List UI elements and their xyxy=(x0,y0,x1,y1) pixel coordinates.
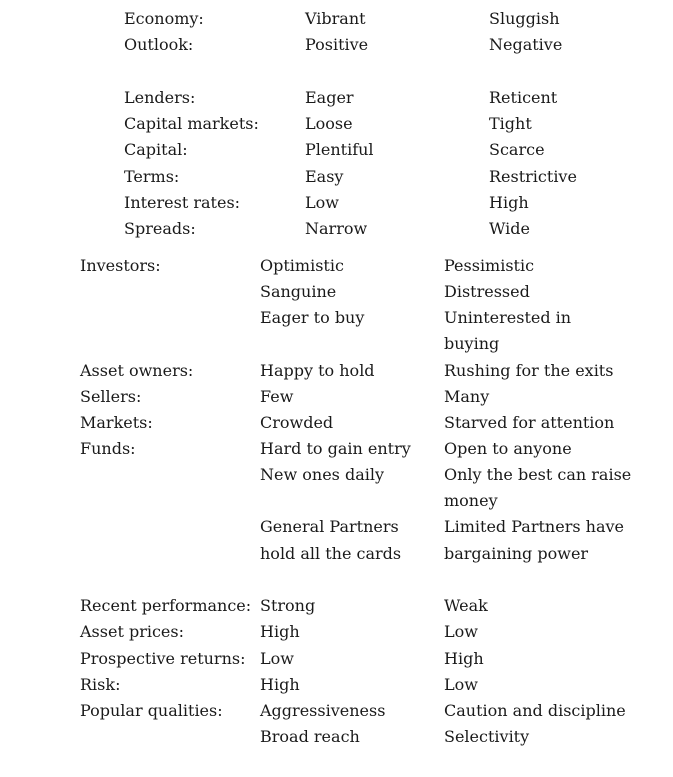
row-value-positive: Narrow xyxy=(305,219,368,238)
row-label: Investors: xyxy=(80,256,161,275)
row-value-negative: Only the best can raise xyxy=(444,465,632,484)
row-label: Risk: xyxy=(80,675,121,694)
row-value-negative: Low xyxy=(444,675,478,694)
row-label: Capital: xyxy=(124,140,188,159)
row-value-negative: High xyxy=(444,649,484,668)
row-label: Interest rates: xyxy=(124,193,241,212)
table-row xyxy=(0,698,673,724)
row-label: Popular qualities: xyxy=(80,701,223,720)
table-row xyxy=(0,410,673,436)
row-label: Funds: xyxy=(80,439,136,458)
row-value-positive: hold all the cards xyxy=(260,544,402,563)
row-value-negative: Rushing for the exits xyxy=(444,361,614,380)
row-value-positive: Strong xyxy=(260,596,316,615)
row-value-negative: Uninterested in xyxy=(444,308,572,327)
table-row xyxy=(0,253,673,279)
table-row xyxy=(0,358,673,384)
table-row xyxy=(0,619,673,645)
row-value-positive: General Partners xyxy=(260,517,399,536)
table-row xyxy=(0,646,673,672)
table-row xyxy=(0,384,673,410)
row-value-negative: Distressed xyxy=(444,282,530,301)
row-value-negative: money xyxy=(444,491,498,510)
row-value-positive: Aggressiveness xyxy=(260,701,386,720)
row-value-positive: Broad reach xyxy=(260,727,360,746)
row-value-negative: Negative xyxy=(489,35,563,54)
row-value-positive: Optimistic xyxy=(260,256,344,275)
table-row xyxy=(0,137,673,163)
row-label: Outlook: xyxy=(124,35,194,54)
row-label: Economy: xyxy=(124,9,204,28)
row-value-negative: Scarce xyxy=(489,140,545,159)
table-row xyxy=(0,6,673,32)
table-row xyxy=(0,331,673,357)
row-value-negative: Tight xyxy=(489,114,532,133)
row-label: Asset owners: xyxy=(80,361,194,380)
row-value-positive: Eager xyxy=(305,88,354,107)
row-label: Sellers: xyxy=(80,387,142,406)
row-value-positive: Plentiful xyxy=(305,140,374,159)
row-label: Markets: xyxy=(80,413,153,432)
table-row xyxy=(0,85,673,111)
row-value-positive: Low xyxy=(305,193,339,212)
row-value-negative: Restrictive xyxy=(489,167,577,186)
row-value-positive: Happy to hold xyxy=(260,361,375,380)
row-value-negative: Selectivity xyxy=(444,727,530,746)
row-value-negative: Pessimistic xyxy=(444,256,535,275)
row-value-positive: Hard to gain entry xyxy=(260,439,411,458)
row-value-positive: High xyxy=(260,622,300,641)
row-value-negative: Limited Partners have xyxy=(444,517,624,536)
row-value-positive: High xyxy=(260,675,300,694)
row-value-positive: Low xyxy=(260,649,294,668)
row-value-negative: Sluggish xyxy=(489,9,560,28)
row-value-negative: Reticent xyxy=(489,88,558,107)
row-value-negative: bargaining power xyxy=(444,544,589,563)
row-value-positive: Easy xyxy=(305,167,344,186)
row-value-positive: Eager to buy xyxy=(260,308,365,327)
table-row xyxy=(0,672,673,698)
table-row xyxy=(0,111,673,137)
row-value-negative: High xyxy=(489,193,529,212)
table-row xyxy=(0,305,673,331)
row-value-positive: Positive xyxy=(305,35,369,54)
row-label: Spreads: xyxy=(124,219,196,238)
row-value-negative: Starved for attention xyxy=(444,413,615,432)
table-row xyxy=(0,436,673,462)
row-value-positive: Sanguine xyxy=(260,282,337,301)
row-value-negative: Wide xyxy=(489,219,530,238)
table-row xyxy=(0,279,673,305)
row-label: Terms: xyxy=(124,167,180,186)
row-value-positive: Loose xyxy=(305,114,353,133)
row-label: Prospective returns: xyxy=(80,649,246,668)
table-row xyxy=(0,190,673,216)
row-value-negative: buying xyxy=(444,334,500,353)
table-row xyxy=(0,724,673,750)
table-row xyxy=(0,164,673,190)
row-value-positive: Few xyxy=(260,387,294,406)
row-value-positive: Crowded xyxy=(260,413,334,432)
row-value-negative: Many xyxy=(444,387,490,406)
row-value-negative: Open to anyone xyxy=(444,439,572,458)
table-row xyxy=(0,32,673,58)
table-row xyxy=(0,541,673,567)
table-row xyxy=(0,514,673,540)
row-value-negative: Weak xyxy=(444,596,488,615)
table-row xyxy=(0,216,673,242)
row-value-negative: Low xyxy=(444,622,478,641)
row-label: Lenders: xyxy=(124,88,196,107)
table-row xyxy=(0,593,673,619)
row-value-negative: Caution and discipline xyxy=(444,701,626,720)
row-value-positive: New ones daily xyxy=(260,465,385,484)
row-value-positive: Vibrant xyxy=(305,9,366,28)
row-label: Asset prices: xyxy=(80,622,184,641)
table-row xyxy=(0,488,673,514)
row-label: Recent performance: xyxy=(80,596,252,615)
row-label: Capital markets: xyxy=(124,114,259,133)
table-row xyxy=(0,462,673,488)
